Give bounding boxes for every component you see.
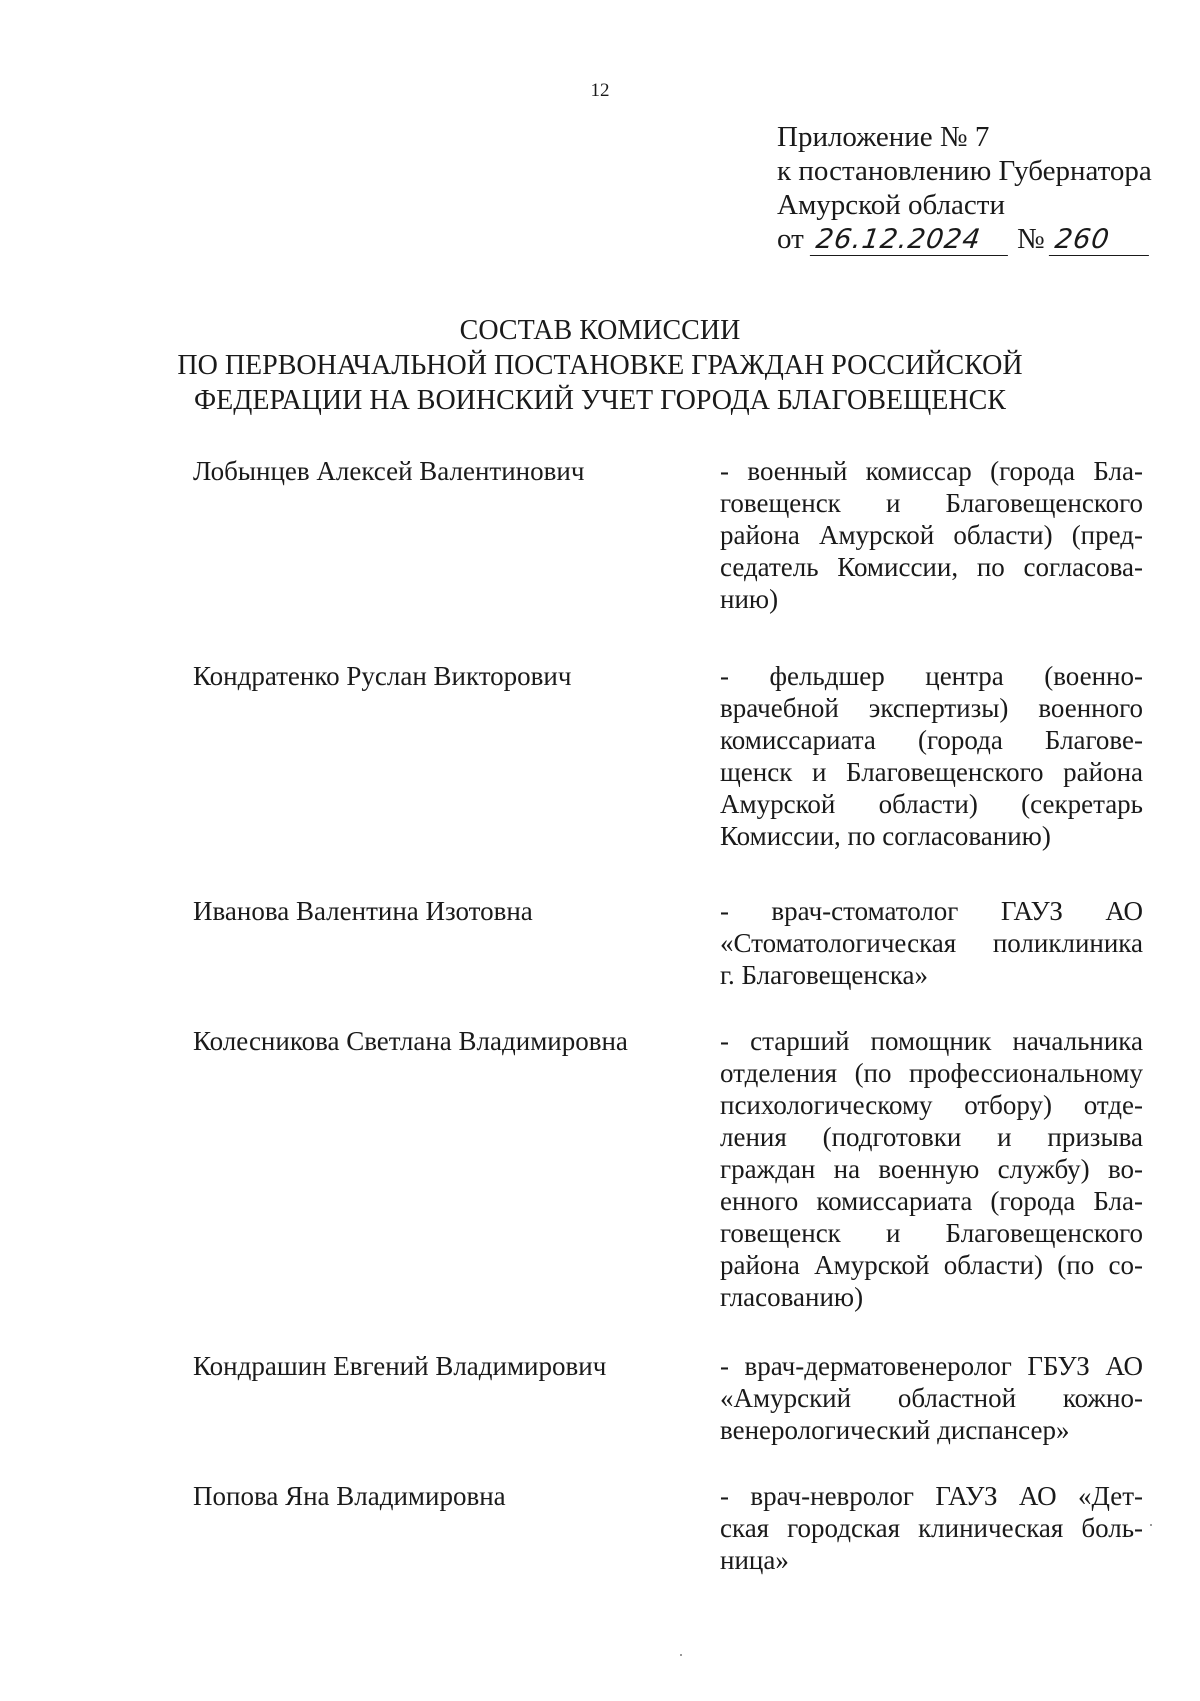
member-role [720,1350,1143,1446]
appendix-region: Амурской области [777,189,1005,221]
member-role-line: - военный комиссар (города Бла- [720,456,1143,486]
member-role-line: - фельдшер центра (военно- [720,661,1143,691]
member-role-line: - врач-дерматовенеролог ГБУЗ АО [720,1351,1143,1381]
member-role-line: врачебной экспертизы) военного [720,693,1143,723]
member-name: Кондратенко Руслан Викторович [193,661,572,691]
member-role [720,455,1143,615]
member-role-line: енного комиссариата (города Бла- [720,1186,1143,1216]
appendix-reference: к постановлению Губернатора [777,155,1152,187]
appendix-block [777,120,1177,256]
member-role [720,660,1143,852]
member-name: Колесникова Светлана Владимировна [193,1026,628,1056]
member-role [720,895,1143,991]
member-name: Попова Яна Владимировна [193,1481,506,1511]
member-role-line: г. Благовещенска» [720,960,929,990]
member-role-line: гласованию) [720,1282,864,1312]
handwritten-number: 260 [1049,225,1153,256]
member-role-line: граждан на военную службу) во- [720,1154,1143,1184]
member-role-line: ница» [720,1545,789,1575]
member-role [720,1025,1143,1313]
member-name: Иванова Валентина Изотовна [193,896,533,926]
member-role-line: района Амурской области) (по со- [720,1250,1143,1280]
member-role-line: щенск и Благовещенского района [720,757,1143,787]
title-line-3: ФЕДЕРАЦИИ НА ВОИНСКИЙ УЧЕТ ГОРОДА БЛАГОВЕЩЕНСК [194,385,1006,416]
member-role-line: - старший помощник начальника [720,1026,1143,1056]
handwritten-date: 26.12.2024 [810,225,1012,256]
number-label: № [1017,223,1045,255]
member-name: Лобынцев Алексей Валентинович [193,456,585,486]
member-role-line: отделения (по профессиональному [720,1058,1143,1088]
appendix-date-line [777,222,1177,256]
member-role-line: венерологический диспансер» [720,1415,1070,1445]
member-role-line: говещенск и Благовещенского [720,488,1143,518]
title-line-1: СОСТАВ КОМИССИИ [459,315,741,346]
member-role-line: «Стоматологическая поликлиника [720,928,1143,958]
date-prefix: от [777,223,804,255]
member-name: Кондрашин Евгений Владимирович [193,1351,607,1381]
scan-speck [680,1654,682,1656]
member-role-line: ления (подготовки и призыва [720,1122,1143,1152]
member-role-line: - врач-невролог ГАУЗ АО «Дет- [720,1481,1143,1511]
member-role-line: седатель Комиссии, по согласова- [720,552,1143,582]
member-role-line: района Амурской области) (пред- [720,520,1143,550]
scan-speck [1150,1524,1152,1526]
member-role-line: «Амурский областной кожно- [720,1383,1143,1413]
title-line-2: ПО ПЕРВОНАЧАЛЬНОЙ ПОСТАНОВКЕ ГРАЖДАН РОССИЙСКОЙ [177,350,1023,381]
member-role-line: нию) [720,584,779,614]
member-role-line: комиссариата (города Благове- [720,725,1143,755]
member-role [720,1480,1143,1576]
member-role-line: ская городская клиническая боль- [720,1513,1143,1543]
page-number: 12 [590,80,610,101]
member-role-line: - врач-стоматолог ГАУЗ АО [720,896,1143,926]
document-title [0,313,1200,418]
member-role-line: говещенск и Благовещенского [720,1218,1143,1248]
member-role-line: Комиссии, по согласованию) [720,821,1051,851]
appendix-title: Приложение № 7 [777,121,990,153]
member-role-line: Амурской области) (секретарь [720,789,1143,819]
member-role-line: психологическому отбору) отде- [720,1090,1143,1120]
